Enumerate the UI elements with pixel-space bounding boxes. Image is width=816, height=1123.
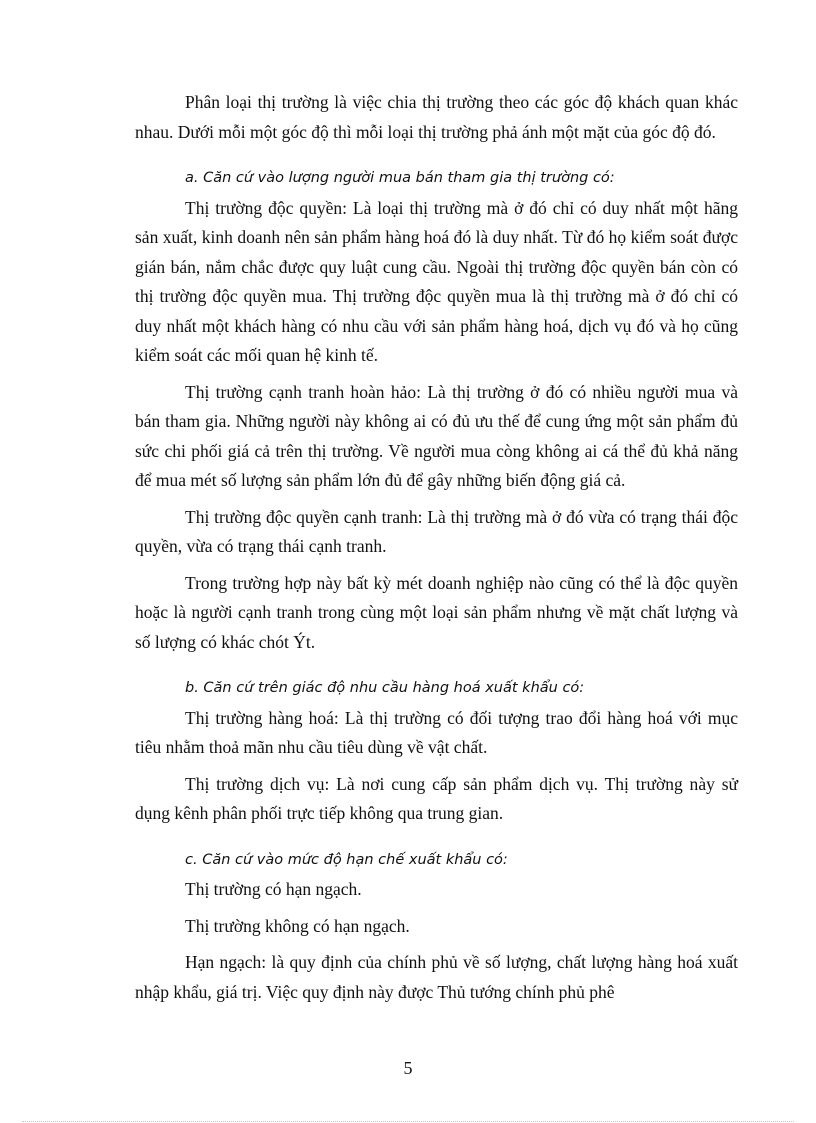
paragraph-no-quota-market: Thị trường không có hạn ngạch. bbox=[185, 915, 410, 936]
paragraph-service-market: Thị trường dịch vụ: Là nơi cung cấp sản phẩm dịch vụ. Thị trường này sử dụng kênh phân phối trực tiếp không qua trung gian. bbox=[135, 773, 738, 823]
paragraph-monopolistic-competition: Thị trường độc quyền cạnh tranh: Là thị trường mà ở đó vừa có trạng thái độc quyền, vừa có trạng thái cạnh tranh. bbox=[135, 506, 738, 556]
paragraph-quota-definition: Hạn ngạch: là quy định của chính phủ về số lượng, chất lượng hàng hoá xuất nhập khẩu, giá trị. Việc quy định này được Thủ tướng chính phủ phê bbox=[135, 952, 738, 1002]
section-heading-b: b. Căn cứ trên giác độ nhu cầu hàng hoá xuất khẩu có: bbox=[185, 680, 585, 696]
section-heading-a: a. Căn cứ vào lượng người mua bán tham gia thị trường có: bbox=[185, 170, 615, 186]
page-body bbox=[135, 88, 738, 1014]
page-bottom-divider bbox=[22, 1121, 794, 1122]
paragraph-goods-market: Thị trường hàng hoá: Là thị trường có đối tượng trao đổi hàng hoá với mục tiêu nhằm thoả mãn nhu cầu tiêu dùng về vật chất. bbox=[135, 707, 738, 757]
paragraph-quota-market: Thị trường có hạn ngạch. bbox=[185, 879, 362, 899]
paragraph-monopoly: Thị trường độc quyền: Là loại thị trường mà ở đó chỉ có duy nhất một hãng sản xuất, kinh doanh nên sản phẩm hàng hoá đó là duy nhất. Từ đó họ kiểm soát được gián bán, nắm chắc được quy luật cung cầu. Ngoài thị trường độc quyền bán còn có thị trường độc quyền mua. Thị trường độc quyền mua là thị trường mà ở đó chỉ có duy nhất một khách hàng có nhu cầu với sản phẩm hàng hoá, dịch vụ đó và họ cũng kiểm soát các mối quan hệ kinh tế. bbox=[135, 197, 738, 365]
paragraph-note: Trong trường hợp này bất kỳ mét doanh nghiệp nào cũng có thể là độc quyền hoặc là người cạnh tranh trong cùng một loại sản phẩm nhưng về mặt chất lượng và số lượng có khác chót Ýt. bbox=[135, 572, 738, 652]
section-heading-c: c. Căn cứ vào mức độ hạn chế xuất khẩu có: bbox=[185, 851, 508, 868]
page-number: 5 bbox=[403, 1058, 413, 1078]
paragraph-intro: Phân loại thị trường là việc chia thị trường theo các góc độ khách quan khác nhau. Dưới mỗi một góc độ thì mỗi loại thị trường phả ánh một mặt của góc độ đó. bbox=[135, 92, 738, 142]
paragraph-perfect-competition: Thị trường cạnh tranh hoàn hảo: Là thị trường ở đó có nhiều người mua và bán tham gia. Những người này không ai có đủ ưu thế để cung ứng một sản phẩm đủ sức chi phối giá cả trên thị trường. Về người mua còng không ai cá thể đủ khả năng để mua mét số lượng sản phẩm lớn đủ để gây những biến động giá cả. bbox=[135, 381, 738, 490]
